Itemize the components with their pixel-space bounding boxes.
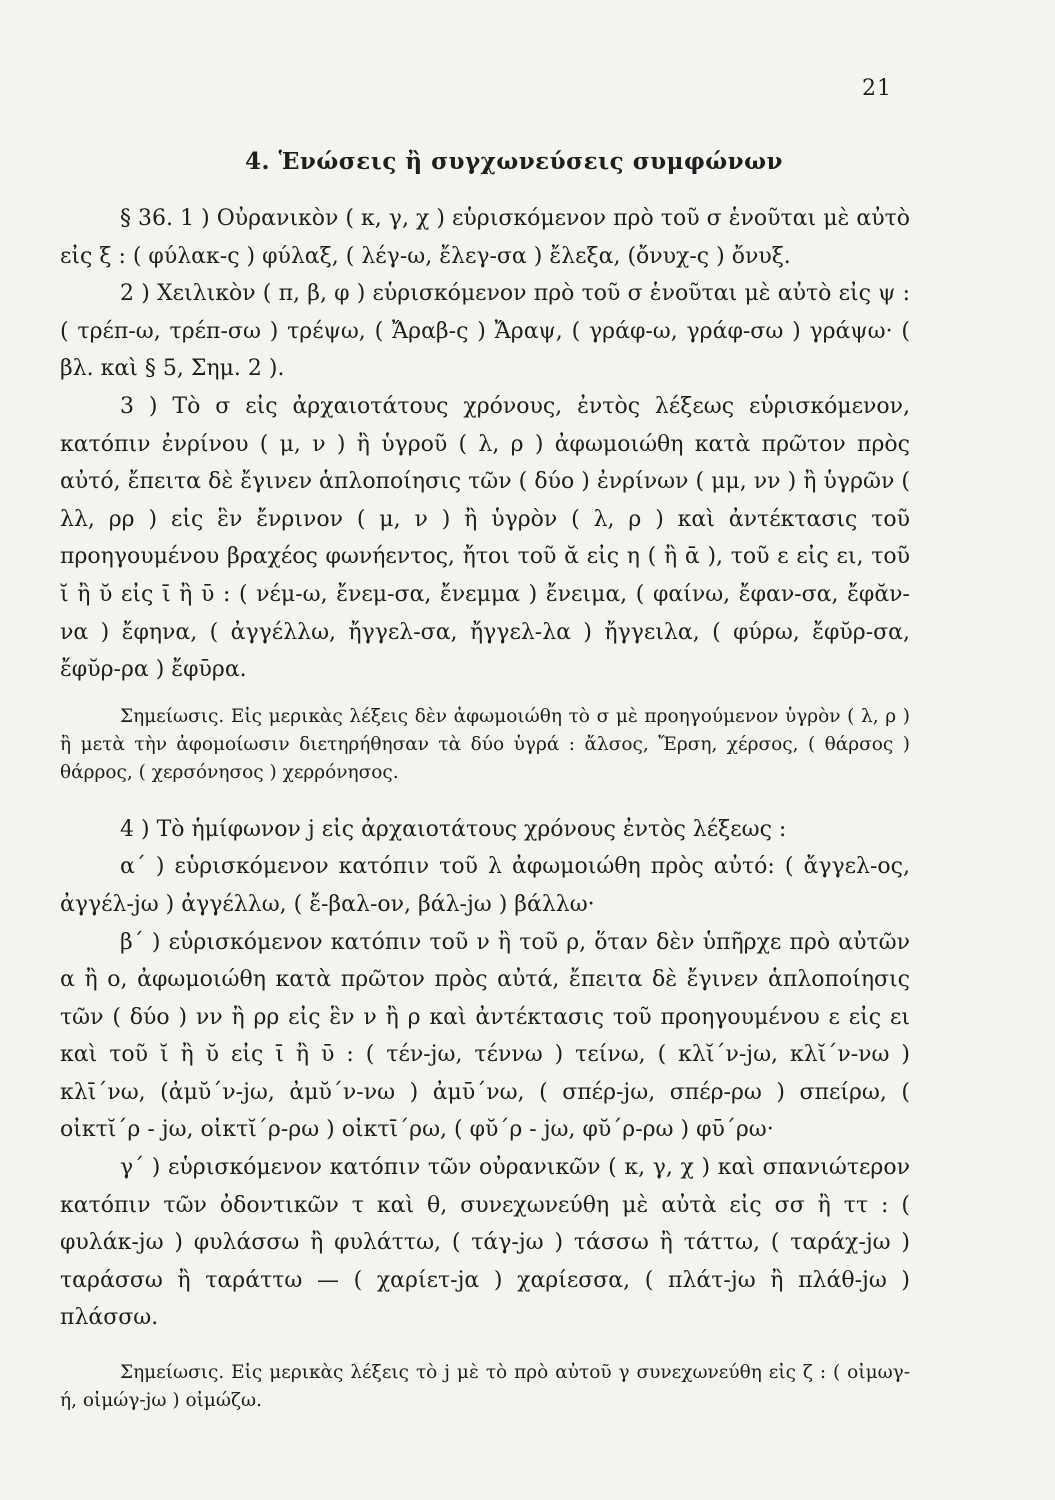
paragraph-4a: α΄ ) εὑρισκόμενον κατόπιν τοῦ λ ἀφωμοιώθη πρὸς αὐτό: ( ἄγγελ-ος, ἀγγέλ-jω ) ἀγγέλλω, ( ἔ-βαλ-ον, βάλ-jω ) βάλλω· xyxy=(60,854,910,917)
paragraph-4b: β΄ ) εὑρισκόμενον κατόπιν τοῦ ν ἢ τοῦ ρ, ὅταν δὲν ὑπῆρχε πρὸ αὐτῶν α ἢ ο, ἀφωμοιώθη κατὰ πρῶτον πρὸς αὐτά, ἔπειτα δὲ ἔγινεν ἁπλοποίησις τῶν ( δύο ) νν ἢ ρρ εἰς ἓν ν ἢ ρ καὶ ἀντέκτασις τοῦ προηγουμένου ε εἰς ει καὶ τοῦ ῐ ἢ ῠ εἰς ῑ ἢ ῡ : ( τέν-jω, τέννω ) τείνω, ( κλῐ΄ν-jω, κλῐ΄ν-νω ) κλῑ΄νω, (ἀμῠ΄ν-jω, ἀμῠ΄ν-νω ) ἀμῡ΄νω, ( σπέρ-jω, σπέρ-ρω ) σπείρω, ( οἰκτῐ΄ρ - jω, οἰκτῐ΄ρ-ρω ) οἰκτῑ΄ρω, ( φῠ΄ρ - jω, φῠ΄ρ-ρω ) φῡ΄ρω· xyxy=(60,929,910,1143)
note-2: Σημείωσις. Εἰς μερικὰς λέξεις τὸ j μὲ τὸ πρὸ αὐτοῦ γ συνεχωνεύθη εἰς ζ : ( οἰμωγ-ή, οἰμώγ-jω ) οἰμώζω. xyxy=(60,1362,910,1412)
paragraph-3: 3 ) Τὸ σ εἰς ἀρχαιοτάτους χρόνους, ἐντὸς λέξεως εὑρισκόμενον, κατόπιν ἐνρίνου ( μ, ν ) ἢ ὑγροῦ ( λ, ρ ) ἀφωμοιώθη κατὰ πρῶτον πρὸς αὐτό, ἔπειτα δὲ ἔγινεν ἁπλοποίησις τῶν ( δύο ) ἐνρίνων ( μμ, νν ) ἢ ὑγρῶν ( λλ, ρρ ) εἰς ἓν ἔνρινον ( μ, ν ) ἢ ὑγρὸν ( λ, ρ ) καὶ ἀντέκτασις τοῦ προηγουμένου βραχέος φωνήεντος, ἤτοι τοῦ ᾰ εἰς η ( ἢ ᾱ ), τοῦ ε εἰς ει, τοῦ ῐ ἢ ῠ εἰς ῑ ἢ ῡ : ( νέμ-ω, ἔνεμ-σα, ἔνεμμα ) ἔνειμα, ( φαίνω, ἔφαν-σα, ἔφᾰν-να ) ἔφηνα, ( ἀγγέλλω, ἤγγελ-σα, ἤγγελ-λα ) ἤγγειλα, ( φύρω, ἔφῠρ-σα, ἔφῠρ-ρα ) ἔφῡρα. xyxy=(60,393,910,683)
paragraph-4c: γ΄ ) εὑρισκόμενον κατόπιν τῶν οὐρανικῶν ( κ, γ, χ ) καὶ σπανιώτερον κατόπιν τῶν ὀδοντικῶν τ καὶ θ, συνεχωνεύθη μὲ αὐτὰ εἰς σσ ἢ ττ : ( φυλάκ-jω ) φυλάσσω ἢ φυλάττω, ( τάγ-jω ) τάσσω ἢ τάττω, ( ταράχ-jω ) ταράσσω ἢ ταράττω — ( χαρίετ-jα ) χαρίεσσα, ( πλάτ-jω ἢ πλάθ-jω ) πλάσσω. xyxy=(60,1155,910,1331)
page-body xyxy=(60,200,910,1415)
paragraph-4: 4 ) Τὸ ἡμίφωνον j εἰς ἀρχαιοτάτους χρόνους ἐντὸς λέξεως : xyxy=(120,816,787,842)
paragraph-1: § 36. 1 ) Οὐρανικὸν ( κ, γ, χ ) εὑρισκόμενον πρὸ τοῦ σ ἑνοῦται μὲ αὐτὸ εἰς ξ : ( φύλακ-ς ) φύλαξ, ( λέγ-ω, ἔλεγ-σα ) ἔλεξα, (ὄνυχ-ς ) ὄνυξ. xyxy=(60,206,910,269)
page-number: 21 xyxy=(862,76,892,101)
note-1: Σημείωσις. Εἰς μερικὰς λέξεις δὲν ἀφωμοιώθη τὸ σ μὲ προηγούμενον ὑγρὸν ( λ, ρ ) ἢ μετὰ τὴν ἀφομοίωσιν διετηρήθησαν τὰ δύο ὑγρά : ἄλσος, Ἔρση, χέρσος, ( θάρσος ) θάρρος, ( χερσόνησος ) χερρόνησος. xyxy=(60,705,910,783)
section-heading: 4. Ἑνώσεις ἢ συγχωνεύσεις συμφώνων xyxy=(245,148,783,175)
paragraph-2: 2 ) Χειλικὸν ( π, β, φ ) εὑρισκόμενον πρὸ τοῦ σ ἑνοῦται μὲ αὐτὸ εἰς ψ : ( τρέπ-ω, τρέπ-σω ) τρέψω, ( Ἄραβ-ς ) Ἄραψ, ( γράφ-ω, γράφ-σω ) γράψω· ( βλ. καὶ § 5, Σημ. 2 ). xyxy=(60,281,910,382)
